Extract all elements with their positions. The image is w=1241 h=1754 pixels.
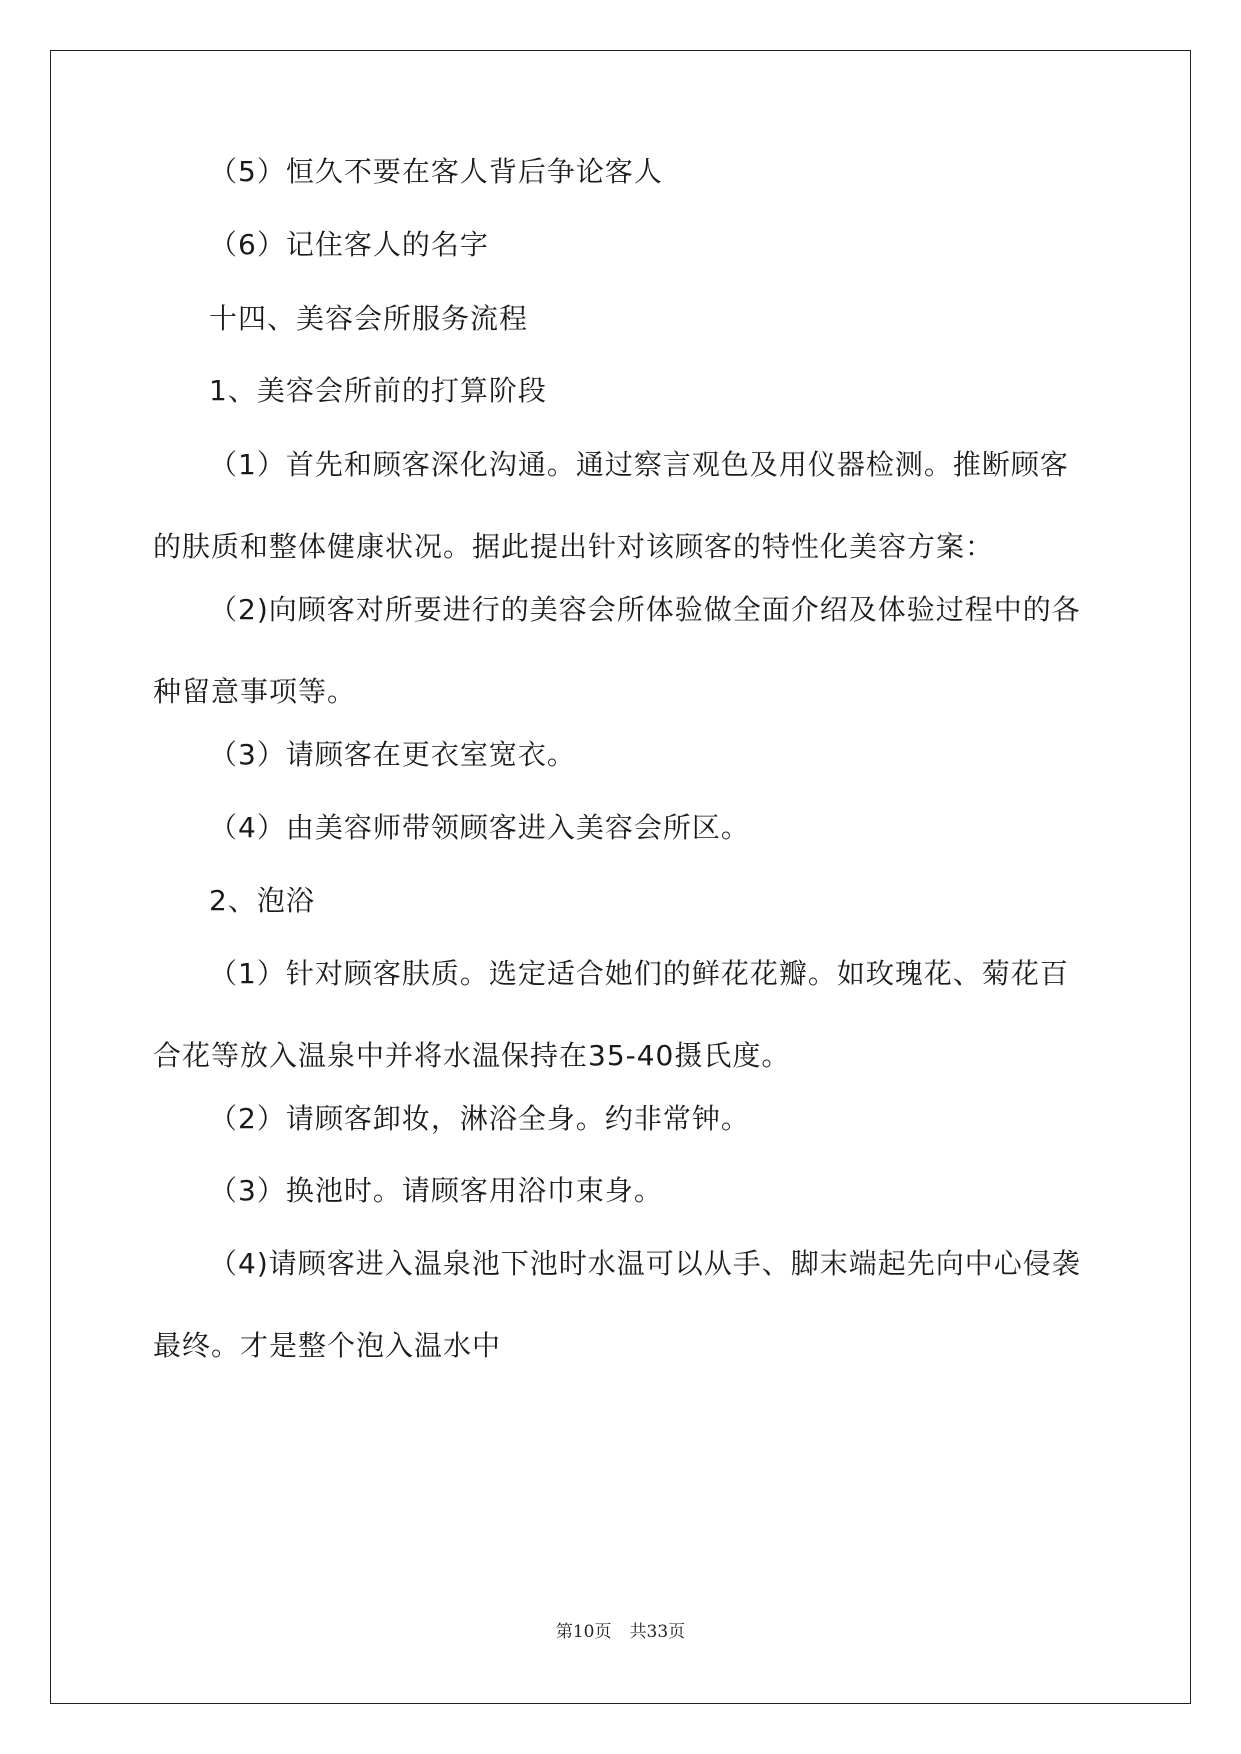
paragraph-prep-step-1: （1）首先和顾客深化沟通。通过察言观色及用仪器检测。推断顾客的肤质和整体健康状况。据此提出针对该顾客的特性化美容方案： bbox=[153, 448, 1069, 563]
paragraph-prep-step-3: （3）请顾客在更衣室宽衣。 bbox=[209, 738, 576, 771]
paragraph-prep-step-2: （2)向顾客对所要进行的美容会所体验做全面介绍及体验过程中的各种留意事项等。 bbox=[153, 593, 1081, 708]
page-total: 共33页 bbox=[629, 1622, 686, 1642]
subheading-bath: 2、泡浴 bbox=[209, 884, 315, 917]
paragraph-item-5: （5）恒久不要在客人背后争论客人 bbox=[209, 155, 663, 188]
paragraph-bath-step-1: （1）针对顾客肤质。选定适合她们的鲜花花瓣。如玫瑰花、菊花百合花等放入温泉中并将水温保持在35-40摄氏度。 bbox=[153, 957, 1069, 1072]
paragraph-bath-step-3: （3）换池时。请顾客用浴巾束身。 bbox=[209, 1174, 663, 1207]
section-heading-14: 十四、美容会所服务流程 bbox=[209, 302, 529, 335]
page-footer bbox=[0, 1617, 1241, 1642]
paragraph-item-6: （6）记住客人的名字 bbox=[209, 228, 489, 261]
paragraph-bath-step-2: （2）请顾客卸妆，淋浴全身。约非常钟。 bbox=[209, 1102, 750, 1135]
paragraph-prep-step-4: （4）由美容师带领顾客进入美容会所区。 bbox=[209, 811, 750, 844]
subheading-preparation: 1、美容会所前的打算阶段 bbox=[209, 374, 547, 407]
page-number: 第10页 bbox=[555, 1622, 612, 1642]
paragraph-bath-step-4: （4)请顾客进入温泉池下池时水温可以从手、脚末端起先向中心侵袭最终。才是整个泡入温水中 bbox=[153, 1247, 1081, 1362]
